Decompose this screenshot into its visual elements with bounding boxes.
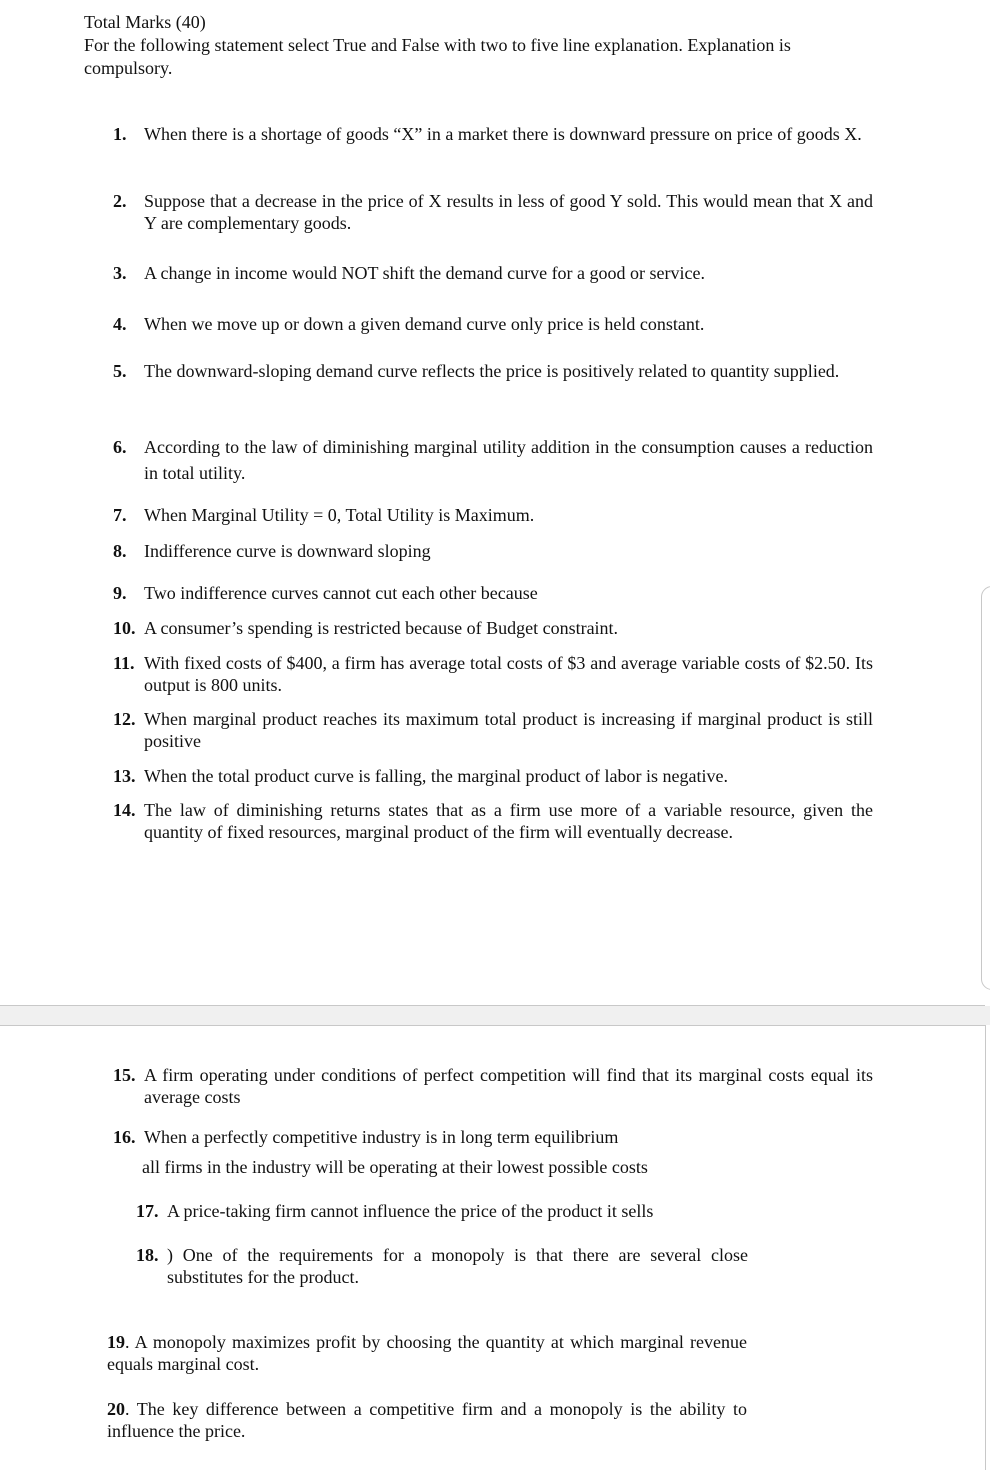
question-12 — [113, 708, 873, 752]
question-number: 12. — [113, 709, 136, 729]
page-edge-decoration — [981, 586, 990, 990]
question-text: With fixed costs of $400, a firm has average total costs of $3 and average variable costs of $2.50. Its output is 800 units. — [144, 653, 873, 695]
question-text: A price-taking firm cannot influence the price of the product it sells — [167, 1201, 654, 1221]
question-text: A consumer’s spending is restricted because of Budget constraint. — [144, 618, 619, 638]
question-number: 9. — [113, 583, 127, 603]
question-6 — [113, 434, 873, 486]
question-number: 13. — [113, 766, 136, 786]
total-marks-heading: Total Marks (40) — [84, 12, 206, 32]
question-number: 4. — [113, 314, 127, 334]
question-number: 18. — [136, 1245, 159, 1265]
question-text: When Marginal Utility = 0, Total Utility is Maximum. — [144, 505, 535, 525]
question-number: 6. — [113, 437, 127, 457]
question-number: 17. — [136, 1201, 159, 1221]
question-19 — [107, 1331, 747, 1375]
question-text: The downward-sloping demand curve reflects the price is positively related to quantity supplied. — [144, 361, 840, 381]
question-text: Indifference curve is downward sloping — [144, 541, 431, 561]
question-17 — [136, 1200, 736, 1222]
question-13 — [113, 765, 873, 787]
question-number: 20 — [107, 1399, 125, 1419]
question-text: A firm operating under conditions of perfect competition will find that its marginal costs equal its average costs — [144, 1065, 873, 1107]
question-text: When marginal product reaches its maximum total product is increasing if marginal product is still positive — [144, 709, 873, 751]
question-text: Two indifference curves cannot cut each other because — [144, 583, 538, 603]
question-number: 14. — [113, 800, 136, 820]
question-text: . The key difference between a competitive firm and a monopoly is the ability to influence the price. — [107, 1399, 747, 1441]
question-10 — [113, 617, 873, 639]
question-number: 16. — [113, 1127, 136, 1147]
question-text: The law of diminishing returns states that as a firm use more of a variable resource, given the quantity of fixed resources, marginal product of the firm will eventually decrease. — [144, 800, 873, 842]
question-16 — [113, 1126, 873, 1148]
instructions-text: For the following statement select True and False with two to five line explanation. Explanation is compulsory. — [84, 35, 791, 78]
question-number: 5. — [113, 361, 127, 381]
question-text: Suppose that a decrease in the price of X results in less of good Y sold. This would mean that X and Y are complementary goods. — [144, 191, 873, 233]
question-11 — [113, 652, 873, 696]
question-15 — [113, 1064, 873, 1108]
question-text: A change in income would NOT shift the demand curve for a good or service. — [144, 263, 706, 283]
question-number: 2. — [113, 191, 127, 211]
question-2 — [113, 190, 873, 234]
question-number: 1. — [113, 124, 127, 144]
question-5 — [113, 358, 873, 384]
question-16-continuation: all firms in the industry will be operating at their lowest possible costs — [142, 1157, 648, 1177]
question-4 — [113, 313, 873, 335]
question-text: When there is a shortage of goods “X” in a market there is downward pressure on price of goods X. — [144, 124, 862, 144]
question-text: ) One of the requirements for a monopoly is that there are several close substitutes for the product. — [167, 1245, 748, 1287]
question-18 — [136, 1244, 748, 1288]
question-3 — [113, 262, 873, 284]
question-number: 10. — [113, 618, 136, 638]
question-20 — [107, 1398, 747, 1442]
question-text: According to the law of diminishing marginal utility addition in the consumption causes a reduction in total utility. — [144, 437, 873, 483]
page-gap — [0, 1006, 990, 1025]
question-1 — [113, 123, 873, 145]
question-number: 3. — [113, 263, 127, 283]
document-page-2 — [0, 1025, 986, 1470]
question-text: When we move up or down a given demand curve only price is held constant. — [144, 314, 705, 334]
question-text: . A monopoly maximizes profit by choosing the quantity at which marginal revenue equals marginal cost. — [107, 1332, 747, 1374]
question-number: 11. — [113, 653, 135, 673]
question-7 — [113, 504, 873, 526]
question-14 — [113, 799, 873, 843]
question-text: When the total product curve is falling, the marginal product of labor is negative. — [144, 766, 728, 786]
question-9 — [113, 582, 873, 604]
question-8 — [113, 540, 873, 562]
question-text: When a perfectly competitive industry is in long term equilibrium — [144, 1127, 619, 1147]
question-number: 19 — [107, 1332, 125, 1352]
question-number: 7. — [113, 505, 127, 525]
question-number: 15. — [113, 1065, 136, 1085]
question-number: 8. — [113, 541, 127, 561]
